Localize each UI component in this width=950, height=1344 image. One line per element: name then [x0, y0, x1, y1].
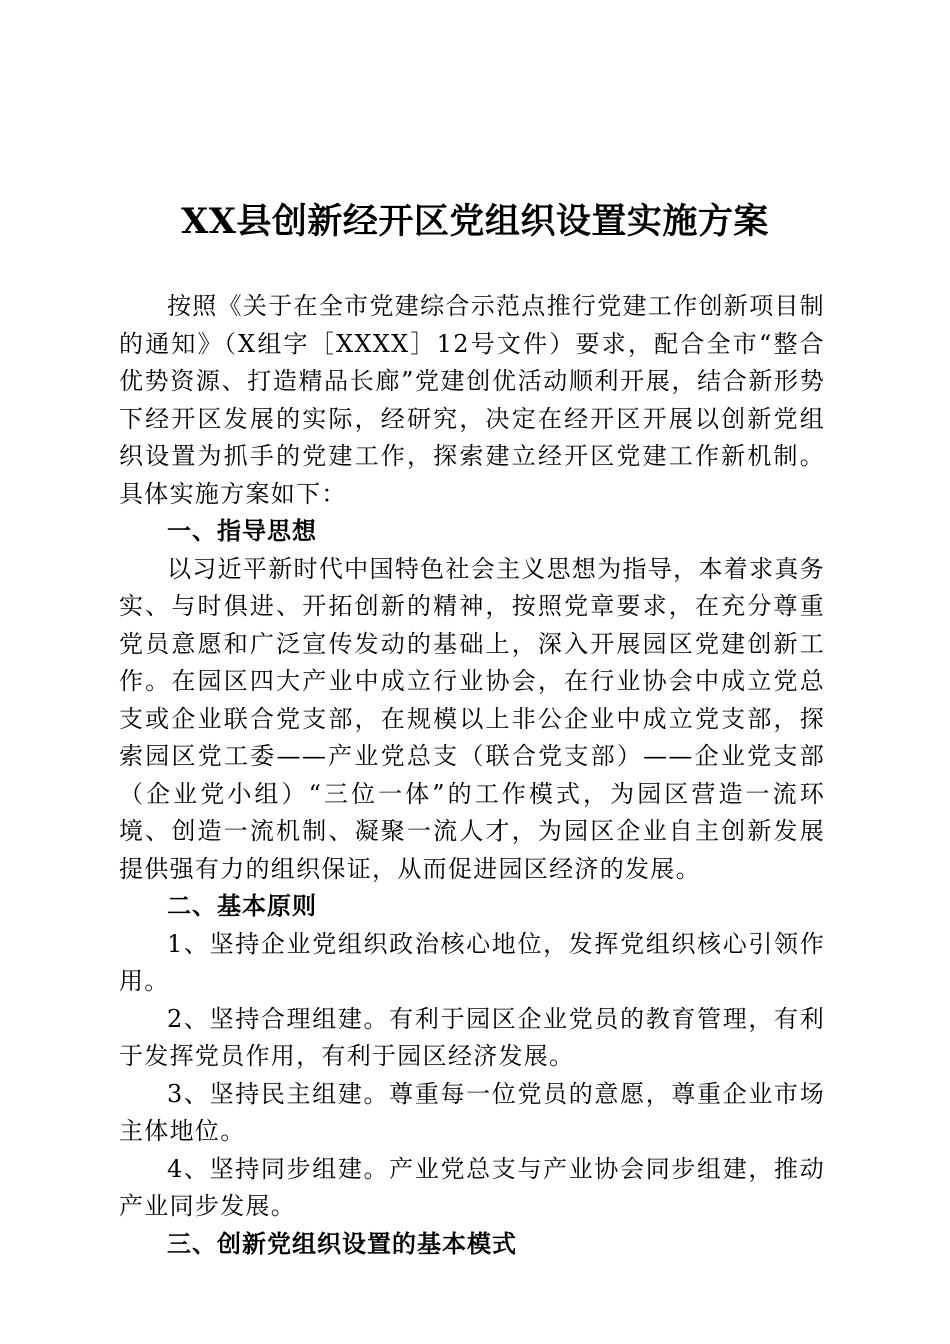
section-heading-basic-model: 三、创新党组织设置的基本模式	[167, 1229, 517, 1258]
section-heading-basic-principles: 二、基本原则	[167, 892, 317, 920]
principle-item-3: 3、坚持民主组建。尊重每一位党员的意愿，尊重企业市场主体地位。	[119, 1079, 825, 1145]
principle-item-1: 1、坚持企业党组织政治核心地位，发挥党组织核心引领作用。	[119, 929, 825, 995]
guiding-ideology-paragraph: 以习近平新时代中国特色社会主义思想为指导，本着求真务实、与时俱进、开拓创新的精神，按照党章要求，在充分尊重党员意愿和广泛宣传发动的基础上，深入开展园区党建创新工作。在园区四大产业中成立行业协会，在行业协会中成立党总支或企业联合党支部，在规模以上非公企业中成立党支部，探索园区党工委——产业党总支（联合党支部）——企业党支部（企业党小组）“三位一体”的工作模式，为园区营造一流环境、创造一流机制、凝聚一流人才，为园区企业自主创新发展提供强有力的组织保证，从而促进园区经济的发展。	[119, 554, 825, 883]
intro-paragraph: 按照《关于在全市党建综合示范点推行党建工作创新项目制的通知》（X组字［XXXX］12号文件）要求，配合全市“整合优势资源、打造精品长廊”党建创优活动顺利开展，结合新形势下经开区发展的实际，经研究，决定在经开区开展以创新党组织设置为抓手的党建工作，探索建立经开区党建工作新机制。具体实施方案如下：	[119, 292, 825, 508]
section-heading-guiding-ideology: 一、指导思想	[167, 517, 317, 545]
principle-item-4: 4、坚持同步组建。产业党总支与产业协会同步组建，推动产业同步发展。	[119, 1154, 825, 1220]
document-body	[119, 288, 825, 1263]
document-title: XX县创新经开区党组织设置实施方案	[181, 201, 769, 242]
principle-item-2: 2、坚持合理组建。有利于园区企业党员的教育管理，有利于发挥党员作用，有利于园区经济发展。	[119, 1004, 825, 1070]
